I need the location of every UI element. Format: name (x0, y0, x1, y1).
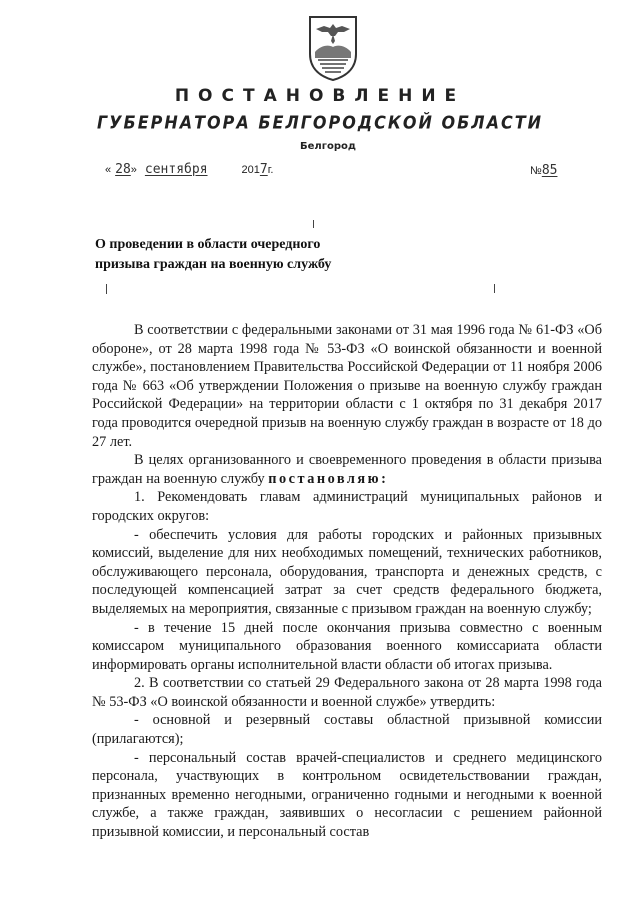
document-subject (95, 235, 385, 275)
paragraph: - основной и резервный составы областной призывной комиссии (прилагаются); (92, 712, 602, 748)
date-year-prefix: 201 (241, 164, 260, 176)
belgorod-coat-of-arms-icon (306, 14, 360, 82)
document-title: ПОСТАНОВЛЕНИЕ (174, 86, 466, 106)
margin-mark (313, 220, 314, 228)
number-prefix: № (530, 165, 542, 177)
paragraph (92, 451, 602, 488)
margin-mark (106, 284, 107, 294)
paragraph: - обеспечить условия для работы городских и районных призывных комиссий, выделение для них необходимых помещений, технических работников, обслуживающего персонала, оборудования, транспорта и денежных средств, с последующей компенсацией затрат за счет средств федерального бюджета, выделяемых на мероприятия, связанные с призывом граждан на военную службу; (92, 526, 602, 617)
date-close-quote: » (130, 164, 137, 176)
paragraph: - в течение 15 дней после окончания призыва совместно с военным комиссаром муниципального образования военного комиссариата области информировать органы исполнительной власти области об итогах призыва. (92, 619, 602, 673)
date-year-suffix: 7 (259, 162, 268, 177)
paragraph: - персональный состав врачей-специалистов и среднего медицинского персонала, участвующих в контрольном освидетельствовании граждан, признанных временно негодными, ограниченно годными и негодными к военной службе, а также граждан, заявивших о несогласии с решением районной призывной комиссии, и персональный состав (92, 749, 602, 841)
paragraph-text: В целях организованного и своевременного проведения в области призыва граждан на военную службу (92, 452, 602, 487)
date-year-abbr: г. (267, 164, 274, 176)
paragraph: В соответствии с федеральными законами от 31 мая 1996 года № 61-ФЗ «Об обороне», от 28 марта 1998 года № 53-ФЗ «О воинской обязанности и военной службе», постановлением Правительства Российской Федерации от 11 ноября 2006 года № 663 «Об утверждении Положения о призыве на военную службу граждан Российской Федерации» на территории области с 1 октября по 31 декабря 2017 года проводится очередной призыв на военную службу граждан в возрасте от 18 до 27 лет. (92, 322, 602, 450)
date-month: сентября (144, 162, 208, 177)
date-day: 28 (115, 162, 131, 177)
number-value: 85 (541, 163, 558, 178)
issuer-title: ГУБЕРНАТОРА БЕЛГОРОДСКОЙ ОБЛАСТИ (96, 111, 544, 134)
city-name: Белгород (300, 141, 356, 152)
date-open-quote: « (105, 164, 112, 176)
subject-line: призыва граждан на военную службу (95, 257, 332, 272)
paragraph: 2. В соответствии со статьей 29 Федерального закона от 28 марта 1998 года № 53-ФЗ «О воинской обязанности и военной службе» утвердить: (92, 675, 602, 710)
document-body (92, 321, 602, 842)
document-date (105, 162, 273, 177)
subject-line: О проведении в области очередного (95, 237, 321, 252)
decree-word: постановляю: (268, 470, 389, 487)
document-number (530, 163, 569, 178)
paragraph: 1. Рекомендовать главам администраций муниципальных районов и городских округов: (92, 489, 602, 524)
margin-mark (494, 284, 495, 293)
